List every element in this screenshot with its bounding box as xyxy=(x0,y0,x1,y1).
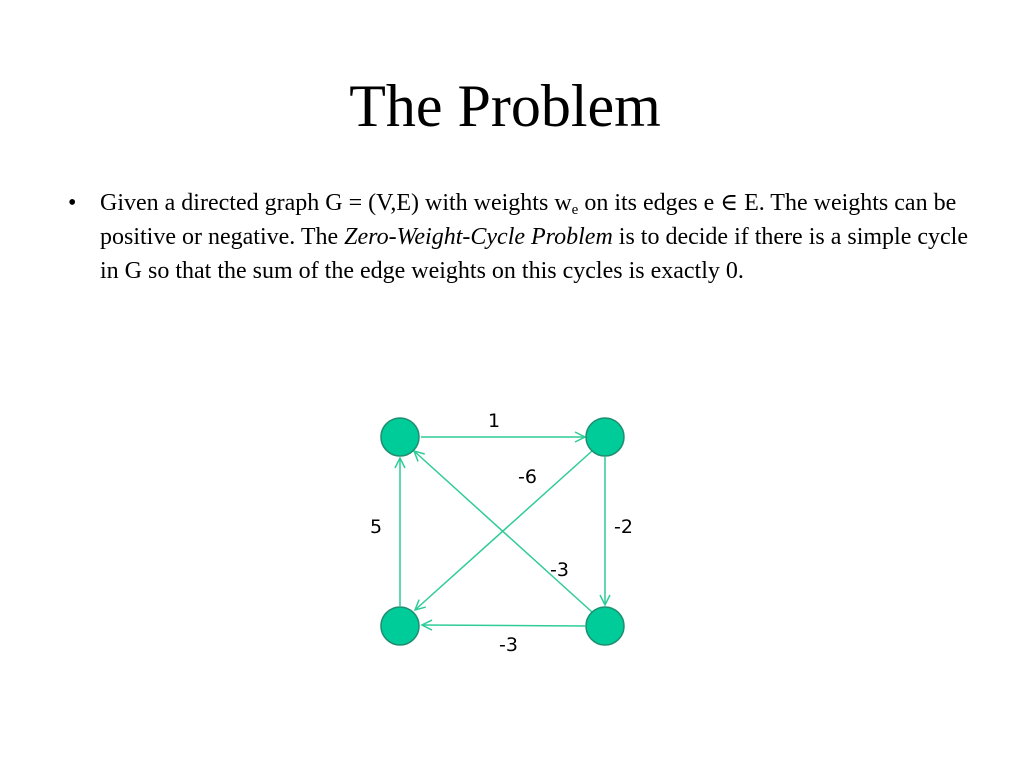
weight-label-top: 1 xyxy=(488,410,501,432)
bullet-marker: • xyxy=(68,190,77,216)
node-bottom-left xyxy=(381,607,419,645)
weight-label-diagonal-upper: -6 xyxy=(518,466,537,488)
bullet-text-part3: is to decide if there is a simple cycle in G so that the sum of the edge weights on this cycles is exactly 0. xyxy=(100,224,968,284)
bullet-text-part1: Given a directed graph G = (V,E) with weights w xyxy=(100,190,572,216)
weight-label-right: -2 xyxy=(614,516,633,538)
node-top-left xyxy=(381,418,419,456)
problem-name-emphasis: Zero-Weight-Cycle Problem xyxy=(344,224,613,250)
weight-label-bottom: -3 xyxy=(499,634,518,656)
weight-label-left: 5 xyxy=(370,516,383,538)
slide-title: The Problem xyxy=(349,73,661,139)
edge-bottom-right-to-bottom-left xyxy=(422,625,585,626)
weight-label-diagonal-lower: -3 xyxy=(550,559,569,581)
bullet-text-part2: on its edges e ∈ E. The weights can be positive or negative. The xyxy=(100,190,957,250)
edge-top-right-to-bottom-left xyxy=(415,451,592,610)
node-top-right xyxy=(586,418,624,456)
weight-subscript: e xyxy=(571,202,579,218)
node-bottom-right xyxy=(586,607,624,645)
